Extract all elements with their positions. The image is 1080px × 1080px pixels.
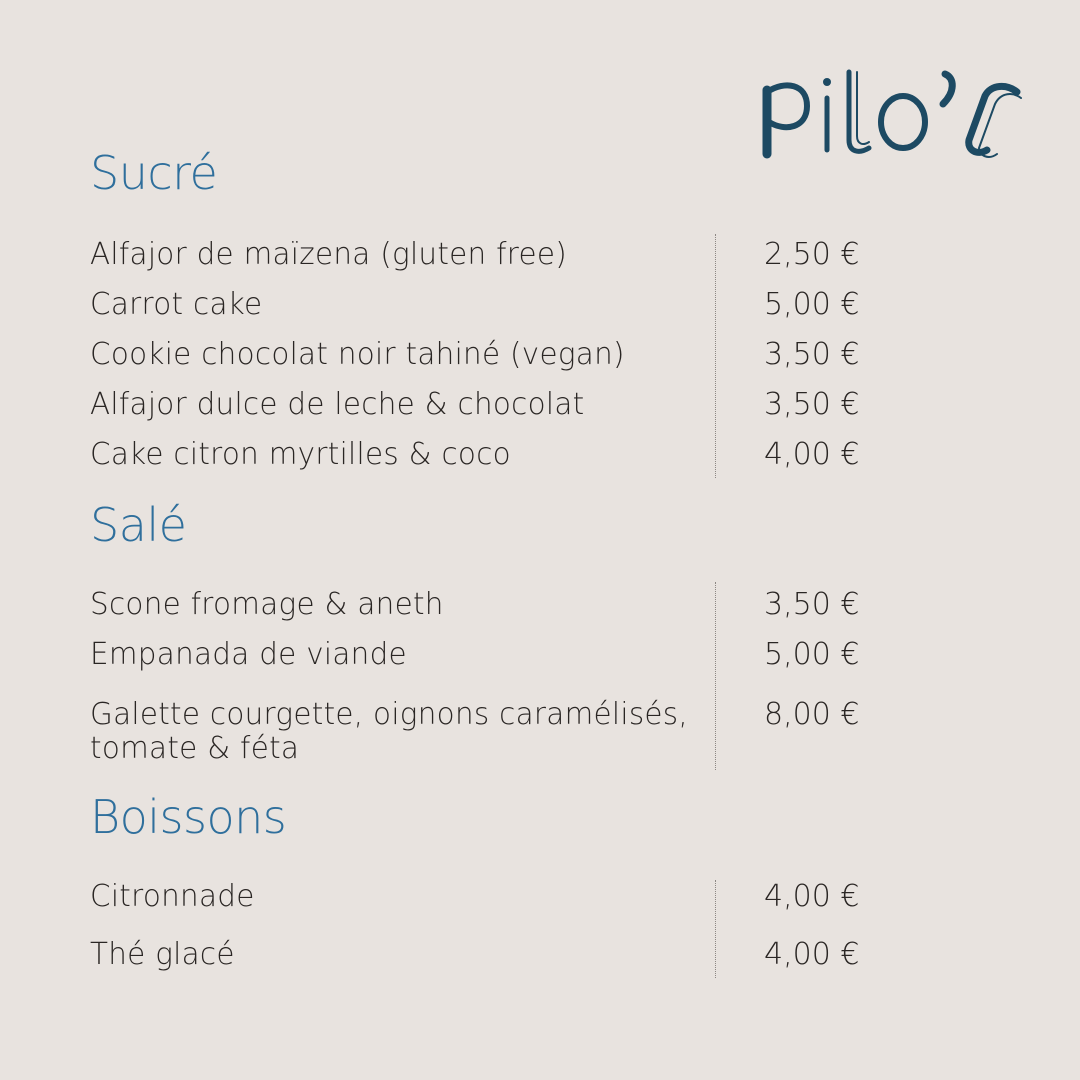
menu-item-name: Cookie chocolat noir tahiné (vegan) (90, 337, 625, 372)
menu-item-name: Alfajor de maïzena (gluten free) (90, 237, 568, 272)
menu-item-price: 4,00 € (764, 937, 860, 972)
section-title-sale: Salé (90, 498, 187, 552)
menu-item-name: Carrot cake (90, 287, 263, 322)
menu-item-price: 3,50 € (764, 337, 860, 372)
section-title-sucre: Sucré (90, 146, 218, 200)
price-divider-sucre (715, 234, 716, 478)
brand-logo (755, 62, 1045, 172)
menu-item-name: Thé glacé (90, 937, 235, 972)
menu-item-name: Galette courgette, oignons caramélisés, tomate & féta (90, 697, 689, 766)
menu-item-name: Cake citron myrtilles & coco (90, 437, 511, 472)
menu-item-price: 4,00 € (764, 879, 860, 914)
menu-item-price: 3,50 € (764, 587, 860, 622)
price-divider-boissons (715, 880, 716, 978)
menu-item-price: 3,50 € (764, 387, 860, 422)
menu-item-name: Scone fromage & aneth (90, 587, 444, 622)
menu-item-price: 5,00 € (764, 287, 860, 322)
brand-logo-artwork (755, 62, 1045, 172)
menu-item-price: 2,50 € (764, 237, 860, 272)
menu-item-name: Citronnade (90, 879, 255, 914)
price-divider-sale (715, 582, 716, 770)
menu-item-name: Empanada de viande (90, 637, 407, 672)
menu-item-price: 8,00 € (764, 697, 860, 732)
menu-item-name: Alfajor dulce de leche & chocolat (90, 387, 585, 422)
section-title-boissons: Boissons (90, 790, 287, 844)
menu-item-price: 5,00 € (764, 637, 860, 672)
menu-item-price: 4,00 € (764, 437, 860, 472)
